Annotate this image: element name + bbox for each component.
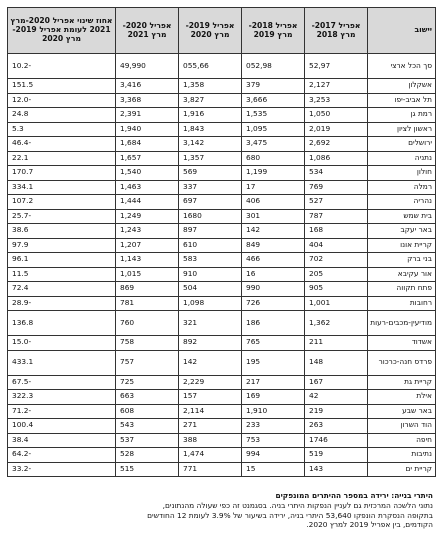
- pct-change-cell: -10.2: [8, 54, 116, 79]
- city-cell: קריית ים: [368, 462, 436, 477]
- footnote-title: היתרי בנייה: ירידה במספר ההיתרים המונפקים: [275, 491, 433, 500]
- pct-change-cell: 22.1: [8, 151, 116, 166]
- table-row: [8, 375, 436, 390]
- value-cell-2018: 233: [242, 419, 305, 434]
- table-header-row: [8, 8, 436, 54]
- value-cell-2018: 301: [242, 209, 305, 224]
- pct-change-cell: 100.4: [8, 419, 116, 434]
- value-cell-2018: 1,095: [242, 122, 305, 137]
- value-cell-2017: 2,692: [305, 137, 368, 152]
- footnote-line: נתוני הלשכה המרכזית גם לעניין הנפקות היתרי בניה. בסגמנט זה כפי שעולה מהנתונים,: [162, 500, 433, 510]
- value-cell-2019: 055,66: [179, 54, 242, 79]
- value-cell-2017: 1,362: [305, 311, 368, 336]
- value-cell-2019: 321: [179, 311, 242, 336]
- value-cell-2019: 1,843: [179, 122, 242, 137]
- value-cell-2017: 519: [305, 448, 368, 463]
- pct-change-cell: -12.0: [8, 93, 116, 108]
- footnote: [8, 491, 433, 530]
- value-cell-2018: 994: [242, 448, 305, 463]
- value-cell-2019: 2,114: [179, 404, 242, 419]
- table-row: [8, 122, 436, 137]
- value-cell-2017: 167: [305, 375, 368, 390]
- value-cell-2018: 186: [242, 311, 305, 336]
- value-cell-2019: 771: [179, 462, 242, 477]
- value-cell-2019: 697: [179, 195, 242, 210]
- value-cell-2018: 1,199: [242, 166, 305, 181]
- value-cell-2017: 702: [305, 253, 368, 268]
- value-cell-2019: 897: [179, 224, 242, 239]
- table-row: [8, 151, 436, 166]
- pct-change-cell: 170.7: [8, 166, 116, 181]
- header-2018: אפריל 2018- מרץ 2019: [242, 8, 305, 54]
- table-row: [8, 350, 436, 375]
- city-cell: בית שמש: [368, 209, 436, 224]
- table-row: [8, 282, 436, 297]
- table-row: [8, 180, 436, 195]
- value-cell-2018: 217: [242, 375, 305, 390]
- value-cell-2019: 1,098: [179, 296, 242, 311]
- value-cell-2020: 869: [116, 282, 179, 297]
- table-row: [8, 108, 436, 123]
- value-cell-2020: 1,940: [116, 122, 179, 137]
- value-cell-2020: 663: [116, 390, 179, 405]
- value-cell-2020: 781: [116, 296, 179, 311]
- pct-change-cell: 334.1: [8, 180, 116, 195]
- pct-change-cell: 11.5: [8, 267, 116, 282]
- city-cell: פתח תקווה: [368, 282, 436, 297]
- value-cell-2018: 406: [242, 195, 305, 210]
- table-row: [8, 448, 436, 463]
- value-cell-2019: 388: [179, 433, 242, 448]
- table-row: [8, 224, 436, 239]
- value-cell-2019: 2,229: [179, 375, 242, 390]
- city-cell: בני ברק: [368, 253, 436, 268]
- value-cell-2020: 543: [116, 419, 179, 434]
- value-cell-2020: 725: [116, 375, 179, 390]
- value-cell-2018: 466: [242, 253, 305, 268]
- value-cell-2020: 1,463: [116, 180, 179, 195]
- header-pct-change: אחוז שינוי אפריל 2020-מרץ 2021 לעומת אפריל 2019-מרץ 2020: [8, 8, 116, 54]
- table-row: [8, 209, 436, 224]
- table-body: [8, 54, 436, 477]
- value-cell-2017: 143: [305, 462, 368, 477]
- value-cell-2017: 769: [305, 180, 368, 195]
- value-cell-2018: 15: [242, 462, 305, 477]
- city-cell: אילת: [368, 390, 436, 405]
- value-cell-2020: 528: [116, 448, 179, 463]
- value-cell-2020: 1,540: [116, 166, 179, 181]
- table-row: [8, 296, 436, 311]
- value-cell-2020: 608: [116, 404, 179, 419]
- value-cell-2018: 17: [242, 180, 305, 195]
- value-cell-2019: 1,474: [179, 448, 242, 463]
- table-row: [8, 238, 436, 253]
- table-row: [8, 336, 436, 351]
- value-cell-2017: 148: [305, 350, 368, 375]
- value-cell-2017: 219: [305, 404, 368, 419]
- value-cell-2018: 195: [242, 350, 305, 375]
- pct-change-cell: 72.4: [8, 282, 116, 297]
- value-cell-2018: 379: [242, 79, 305, 94]
- value-cell-2017: 1,086: [305, 151, 368, 166]
- value-cell-2017: 3,253: [305, 93, 368, 108]
- value-cell-2018: 765: [242, 336, 305, 351]
- value-cell-2019: 892: [179, 336, 242, 351]
- value-cell-2017: 2,127: [305, 79, 368, 94]
- city-cell: הוד השרון: [368, 419, 436, 434]
- value-cell-2017: 404: [305, 238, 368, 253]
- city-cell: סך הכל ארצי: [368, 54, 436, 79]
- value-cell-2020: 1,444: [116, 195, 179, 210]
- pct-change-cell: -71.2: [8, 404, 116, 419]
- city-cell: אשדוד: [368, 336, 436, 351]
- value-cell-2020: 3,368: [116, 93, 179, 108]
- value-cell-2019: 1680: [179, 209, 242, 224]
- pct-change-cell: 97.9: [8, 238, 116, 253]
- pct-change-cell: 107.2: [8, 195, 116, 210]
- city-cell: רמת גן: [368, 108, 436, 123]
- value-cell-2020: 760: [116, 311, 179, 336]
- city-cell: נתניה: [368, 151, 436, 166]
- value-cell-2019: 910: [179, 267, 242, 282]
- value-cell-2017: 52,97: [305, 54, 368, 79]
- footnote-line: הקודמים, בין אפריל 2019 למרץ 2020.: [306, 520, 433, 530]
- table-row: [8, 404, 436, 419]
- pct-change-cell: 151.5: [8, 79, 116, 94]
- city-cell: קריית אונו: [368, 238, 436, 253]
- value-cell-2018: 849: [242, 238, 305, 253]
- value-cell-2019: 1,916: [179, 108, 242, 123]
- table-row: [8, 419, 436, 434]
- value-cell-2020: 537: [116, 433, 179, 448]
- city-cell: רחובות: [368, 296, 436, 311]
- table-row: [8, 311, 436, 336]
- value-cell-2017: 2,019: [305, 122, 368, 137]
- pct-change-cell: -67.5: [8, 375, 116, 390]
- table-row: [8, 267, 436, 282]
- value-cell-2019: 1,357: [179, 151, 242, 166]
- city-cell: קריית גת: [368, 375, 436, 390]
- value-cell-2017: 787: [305, 209, 368, 224]
- header-2020: אפריל 2020- מרץ 2021: [116, 8, 179, 54]
- value-cell-2017: 1746: [305, 433, 368, 448]
- table-row: [8, 390, 436, 405]
- city-cell: חיפה: [368, 433, 436, 448]
- header-city: יישוב: [368, 8, 436, 54]
- table-row: [8, 462, 436, 477]
- pct-change-cell: -46.4: [8, 137, 116, 152]
- value-cell-2018: 3,475: [242, 137, 305, 152]
- value-cell-2018: 169: [242, 390, 305, 405]
- city-cell: אשקלון: [368, 79, 436, 94]
- value-cell-2017: 168: [305, 224, 368, 239]
- pct-change-cell: 24.8: [8, 108, 116, 123]
- value-cell-2020: 1,249: [116, 209, 179, 224]
- value-cell-2020: 1,015: [116, 267, 179, 282]
- city-cell: רמלה: [368, 180, 436, 195]
- building-starts-table: [7, 7, 436, 477]
- table-row: [8, 195, 436, 210]
- city-cell: נתיבות: [368, 448, 436, 463]
- value-cell-2020: 758: [116, 336, 179, 351]
- city-cell: באר יעקב: [368, 224, 436, 239]
- city-cell: פרדס חנה-כרכור: [368, 350, 436, 375]
- value-cell-2019: 157: [179, 390, 242, 405]
- footnote-line: בתקופה הנסקרת הונפקו 53,640 היתרי בניה, ירידה בשיעור של 3.9% לעומת 12 החודשים: [147, 510, 433, 520]
- city-cell: חולון: [368, 166, 436, 181]
- value-cell-2019: 1,358: [179, 79, 242, 94]
- value-cell-2018: 142: [242, 224, 305, 239]
- city-cell: נהריה: [368, 195, 436, 210]
- value-cell-2019: 3,827: [179, 93, 242, 108]
- pct-change-cell: -64.2: [8, 448, 116, 463]
- pct-change-cell: 96.1: [8, 253, 116, 268]
- pct-change-cell: 5.3: [8, 122, 116, 137]
- value-cell-2017: 1,050: [305, 108, 368, 123]
- value-cell-2019: 583: [179, 253, 242, 268]
- value-cell-2020: 1,143: [116, 253, 179, 268]
- pct-change-cell: 38.4: [8, 433, 116, 448]
- value-cell-2019: 504: [179, 282, 242, 297]
- value-cell-2019: 569: [179, 166, 242, 181]
- value-cell-2017: 42: [305, 390, 368, 405]
- table-row: [8, 253, 436, 268]
- pct-change-cell: -33.2: [8, 462, 116, 477]
- value-cell-2017: 534: [305, 166, 368, 181]
- value-cell-2020: 1,657: [116, 151, 179, 166]
- pct-change-cell: -25.7: [8, 209, 116, 224]
- pct-change-cell: 136.8: [8, 311, 116, 336]
- value-cell-2020: 49,990: [116, 54, 179, 79]
- pct-change-cell: 433.1: [8, 350, 116, 375]
- value-cell-2020: 515: [116, 462, 179, 477]
- value-cell-2020: 3,416: [116, 79, 179, 94]
- value-cell-2020: 2,391: [116, 108, 179, 123]
- city-cell: ראשון לציון: [368, 122, 436, 137]
- value-cell-2018: 052,98: [242, 54, 305, 79]
- value-cell-2019: 142: [179, 350, 242, 375]
- value-cell-2018: 680: [242, 151, 305, 166]
- table-row: [8, 433, 436, 448]
- city-cell: מודיעין-מכבים-רעות: [368, 311, 436, 336]
- pct-change-cell: -28.9: [8, 296, 116, 311]
- value-cell-2018: 1,910: [242, 404, 305, 419]
- value-cell-2017: 205: [305, 267, 368, 282]
- value-cell-2019: 271: [179, 419, 242, 434]
- value-cell-2020: 1,207: [116, 238, 179, 253]
- table-row: [8, 137, 436, 152]
- table-row: [8, 54, 436, 79]
- pct-change-cell: 322.3: [8, 390, 116, 405]
- value-cell-2020: 757: [116, 350, 179, 375]
- value-cell-2017: 1,001: [305, 296, 368, 311]
- value-cell-2020: 1,243: [116, 224, 179, 239]
- table-row: [8, 166, 436, 181]
- value-cell-2018: 753: [242, 433, 305, 448]
- value-cell-2017: 905: [305, 282, 368, 297]
- value-cell-2019: 337: [179, 180, 242, 195]
- city-cell: ירושלים: [368, 137, 436, 152]
- value-cell-2018: 726: [242, 296, 305, 311]
- table-row: [8, 79, 436, 94]
- value-cell-2017: 527: [305, 195, 368, 210]
- value-cell-2019: 610: [179, 238, 242, 253]
- value-cell-2019: 3,142: [179, 137, 242, 152]
- header-2017: אפריל 2017- מרץ 2018: [305, 8, 368, 54]
- header-2019: אפריל 2019- מרץ 2020: [179, 8, 242, 54]
- value-cell-2018: 16: [242, 267, 305, 282]
- city-cell: באר שבע: [368, 404, 436, 419]
- pct-change-cell: 38.6: [8, 224, 116, 239]
- table-row: [8, 93, 436, 108]
- value-cell-2017: 263: [305, 419, 368, 434]
- pct-change-cell: -15.0: [8, 336, 116, 351]
- value-cell-2020: 1,684: [116, 137, 179, 152]
- city-cell: תל אביב-יפו: [368, 93, 436, 108]
- value-cell-2018: 1,535: [242, 108, 305, 123]
- value-cell-2018: 990: [242, 282, 305, 297]
- city-cell: אור עקיבא: [368, 267, 436, 282]
- value-cell-2017: 211: [305, 336, 368, 351]
- value-cell-2018: 3,666: [242, 93, 305, 108]
